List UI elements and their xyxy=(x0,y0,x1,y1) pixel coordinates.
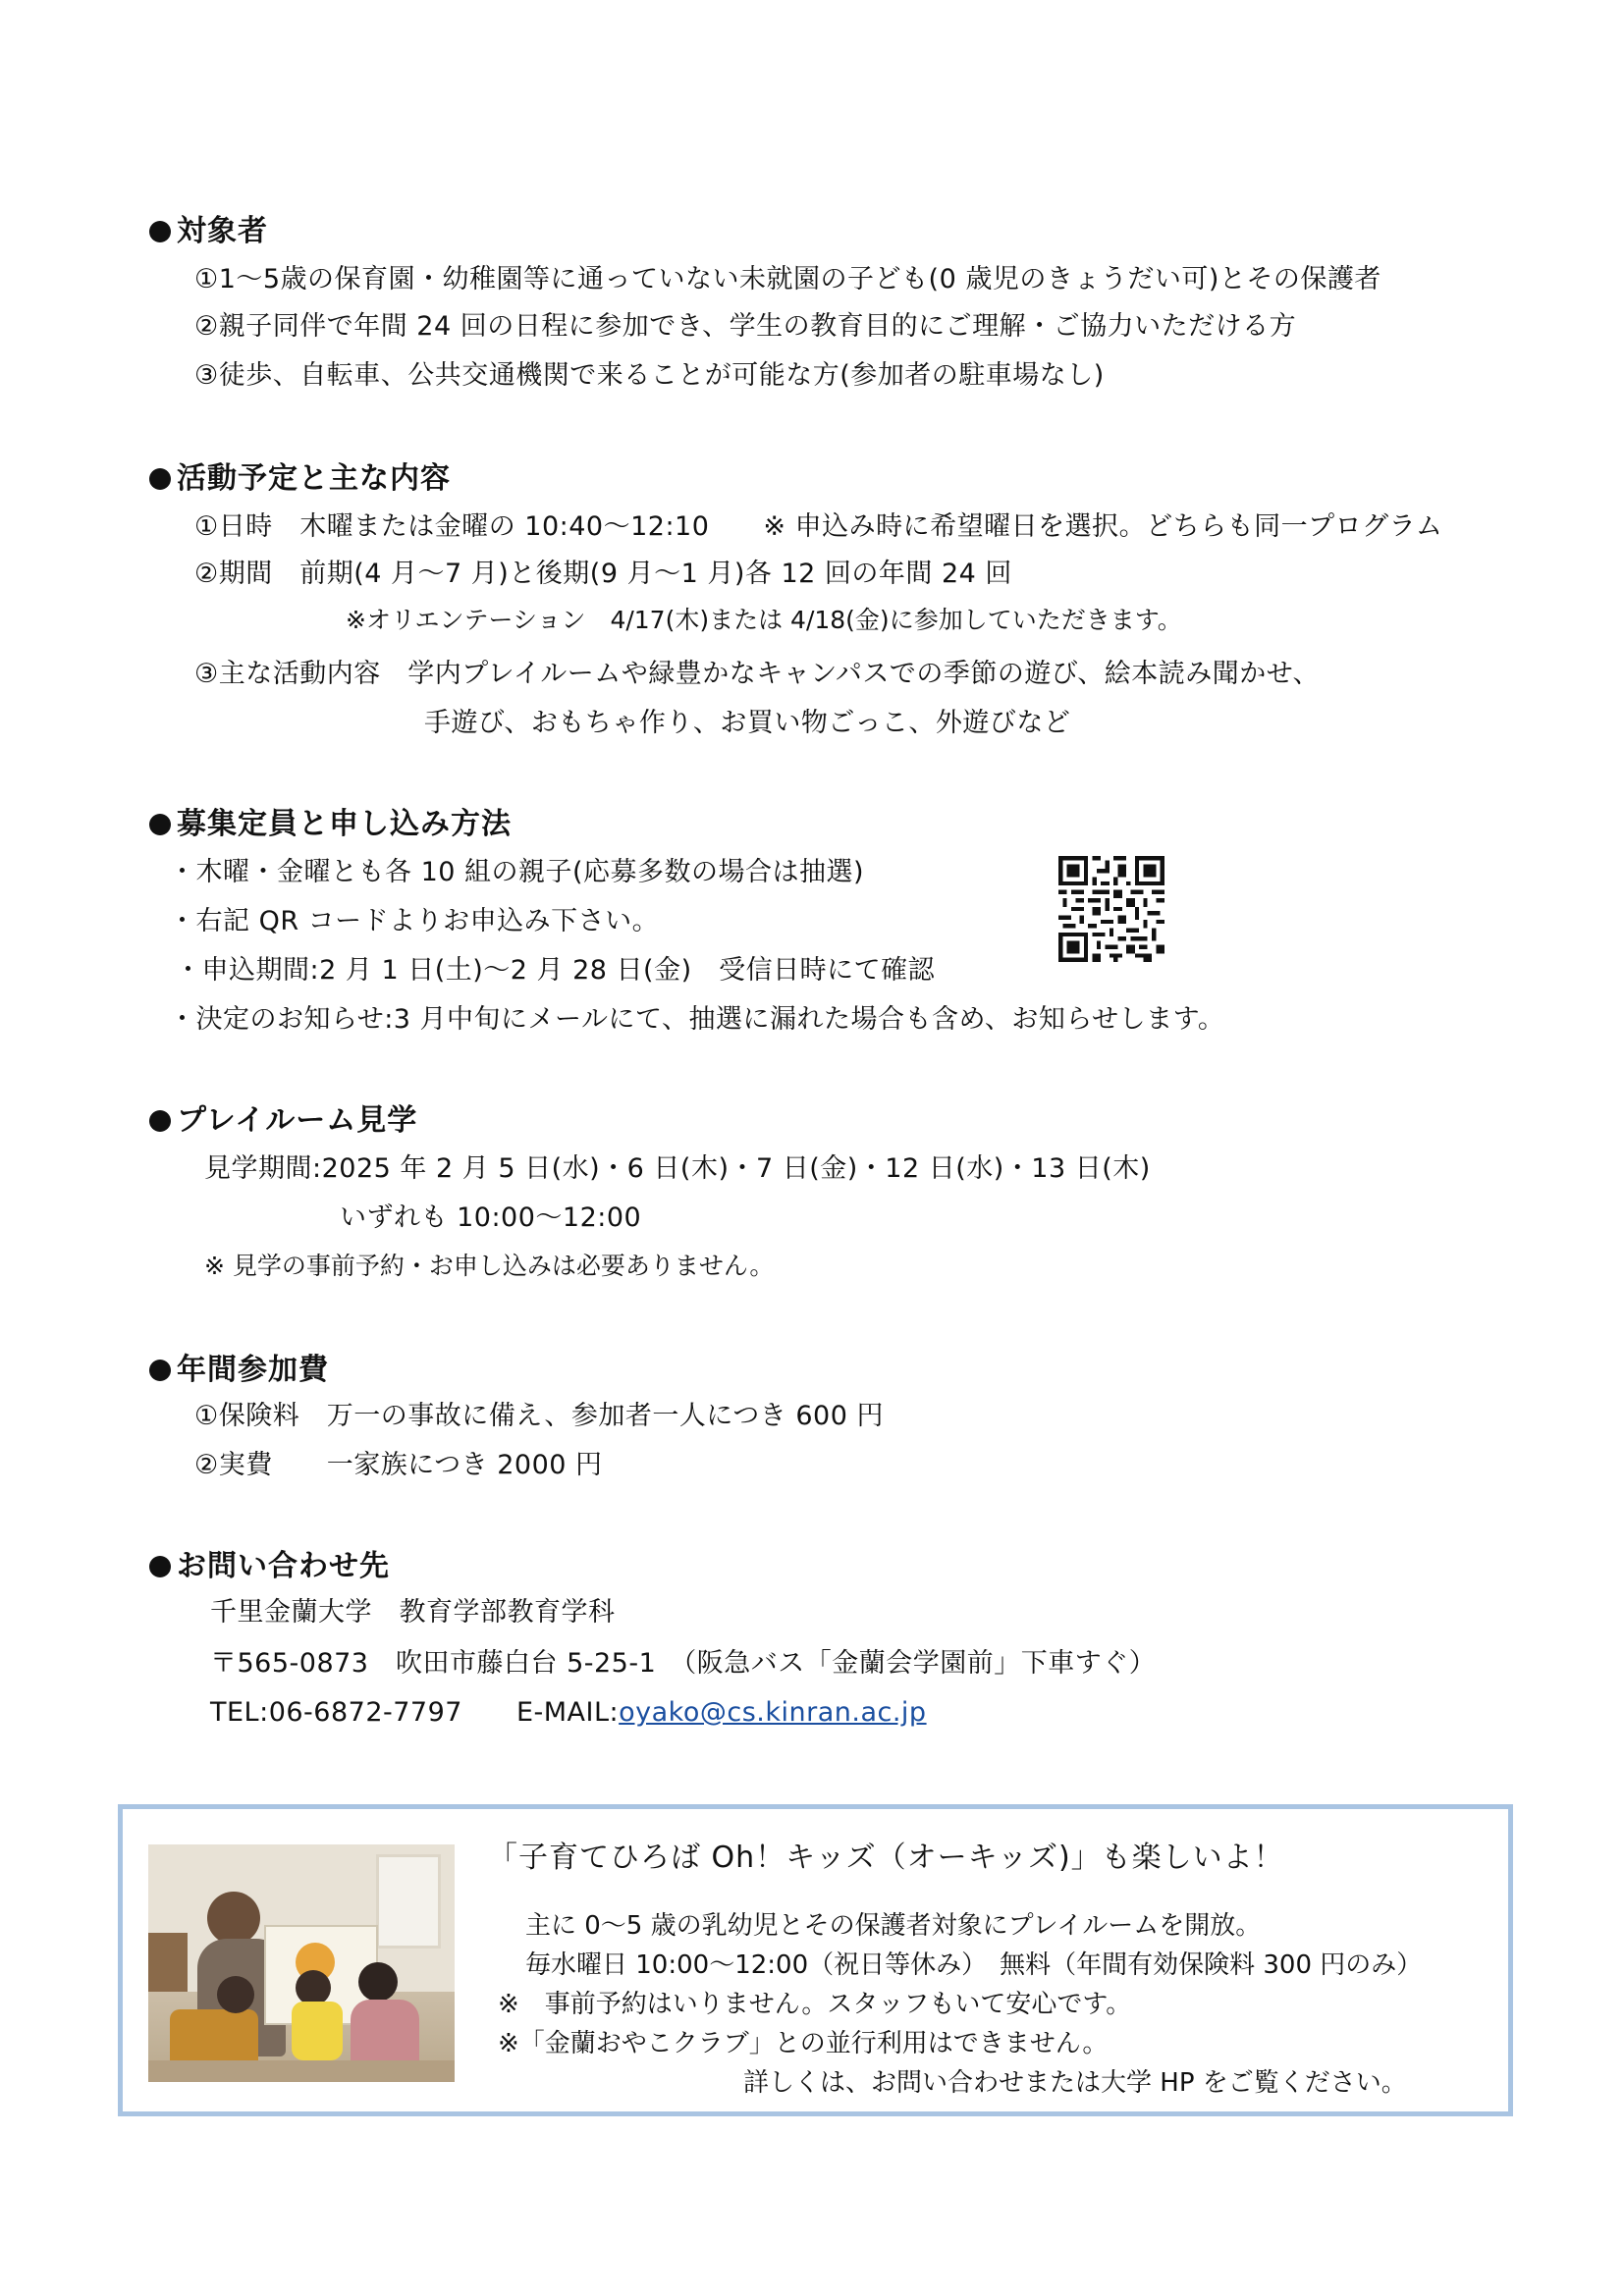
contact-tel-row xyxy=(210,1690,927,1729)
promo-line-1: 主に 0～5 歳の乳幼児とその保護者対象にプレイルームを開放。 xyxy=(525,1911,1262,1941)
section-heading-tour: プレイルーム見学 xyxy=(149,1095,417,1139)
recruit-line-4: ・決定のお知らせ:3 月中旬にメールにて、抽選に漏れた場合も含め、お知らせします。 xyxy=(169,1004,1225,1035)
section-heading-contact: お問い合わせ先 xyxy=(149,1541,390,1584)
contact-address: 〒565-0873 吹田市藤白台 5-25-1 （阪急バス「金蘭会学園前」下車すぐ） xyxy=(210,1648,1157,1679)
bullet-icon xyxy=(149,1110,171,1132)
contact-tel: TEL:06-6872-7797 E-MAIL: xyxy=(210,1697,620,1728)
playroom-photo xyxy=(148,1844,455,2082)
promo-line-4: ※「金蘭おやこクラブ」との並行利用はできません。 xyxy=(498,2029,1109,2058)
recruit-line-3: ・申込期間:2 月 1 日(土)～2 月 28 日(金) 受信日時にて確認 xyxy=(175,955,936,986)
qr-code-icon[interactable] xyxy=(1058,856,1164,962)
fee-line-2: ②実費 一家族につき 2000 円 xyxy=(194,1450,603,1480)
tour-time: いずれも 10:00～12:00 xyxy=(340,1202,642,1233)
promo-line-2: 毎水曜日 10:00～12:00（祝日等休み） 無料（年間有効保険料 300 円のみ） xyxy=(525,1950,1423,1980)
contact-org: 千里金蘭大学 教育学部教育学科 xyxy=(210,1597,616,1628)
contact-email-link[interactable]: oyako@cs.kinran.ac.jp xyxy=(619,1697,927,1728)
bullet-icon xyxy=(149,814,171,835)
target-line-3: ③徒歩、自転車、公共交通機関で来ることが可能な方(参加者の駐車場なし) xyxy=(194,360,1105,391)
section-heading-fee: 年間参加費 xyxy=(149,1345,329,1388)
bullet-icon xyxy=(149,1556,171,1577)
target-line-1: ①1～5歳の保育園・幼稚園等に通っていない未就園の子ども(0 歳児のきょうだい可)とその保護者 xyxy=(194,264,1381,294)
bullet-icon xyxy=(149,1360,171,1381)
activities-line-4: 手遊び、おもちゃ作り、お買い物ごっこ、外遊びなど xyxy=(424,708,1071,738)
bullet-icon xyxy=(149,221,171,242)
section-heading-target: 対象者 xyxy=(149,206,268,249)
section-heading-recruit: 募集定員と申し込み方法 xyxy=(149,799,512,842)
promo-line-3: ※ 事前予約はいりません。スタッフもいて安心です。 xyxy=(498,1990,1132,2019)
fee-line-1: ①保険料 万一の事故に備え、参加者一人につき 600 円 xyxy=(194,1401,884,1431)
recruit-line-2: ・右記 QR コードよりお申込み下さい。 xyxy=(169,906,660,936)
promo-line-5: 詳しくは、お問い合わせまたは大学 HP をご覧ください。 xyxy=(743,2068,1407,2098)
activities-line-2: ②期間 前期(4 月～7 月)と後期(9 月～1 月)各 12 回の年間 24 回 xyxy=(194,559,1012,589)
promo-box xyxy=(118,1804,1513,2116)
recruit-line-1: ・木曜・金曜とも各 10 組の親子(応募多数の場合は抽選) xyxy=(169,857,865,887)
activities-orientation: ※オリエンテーション 4/17(木)または 4/18(金)に参加していただきます。 xyxy=(346,606,1182,634)
tour-note: ※ 見学の事前予約・お申し込みは必要ありません。 xyxy=(204,1252,775,1280)
activities-line-3: ③主な活動内容 学内プレイルームや緑豊かなキャンパスでの季節の遊び、絵本読み聞かせ、 xyxy=(194,659,1320,689)
tour-period: 見学期間:2025 年 2 月 5 日(水)・6 日(木)・7 日(金)・12 日(水)・13 日(木) xyxy=(204,1153,1151,1184)
section-heading-activities: 活動予定と主な内容 xyxy=(149,454,451,497)
target-line-2: ②親子同伴で年間 24 回の日程に参加でき、学生の教育目的にご理解・ご協力いただける方 xyxy=(194,311,1297,342)
bullet-icon xyxy=(149,468,171,490)
promo-title: 「子育てひろば Oh！キッズ（オーキッズ)」も楽しいよ！ xyxy=(488,1841,1284,1875)
activities-line-1: ①日時 木曜または金曜の 10:40～12:10 ※ 申込み時に希望曜日を選択。どちらも同一プログラム xyxy=(194,511,1443,542)
